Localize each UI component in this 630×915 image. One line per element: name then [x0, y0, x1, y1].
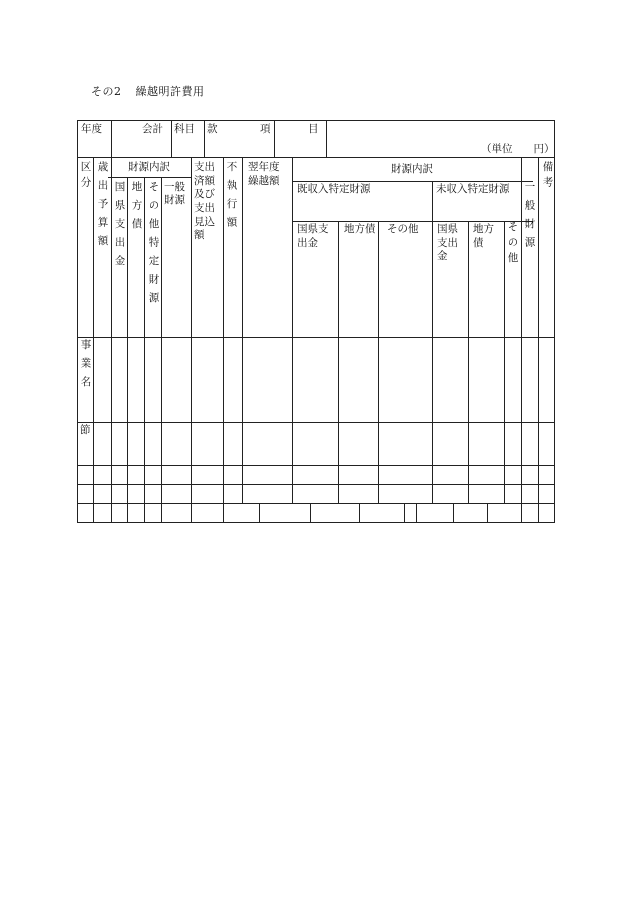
unreceived-other-header: その他 — [506, 221, 519, 268]
national-prefectural-funds-header: 国県支出金 — [113, 181, 126, 274]
kan-label: 款 — [207, 123, 218, 135]
received-other-header: その他 — [387, 223, 419, 235]
received-national-funds-header: 国県支出金 — [297, 223, 329, 249]
fiscal-year-label: 年度 — [81, 123, 102, 135]
local-bonds-header: 地方債 — [130, 181, 143, 237]
unreceived-specific-funds-header: 未収入特定財源 — [436, 183, 510, 195]
unreceived-national-funds-header: 国県支出金 — [437, 223, 458, 263]
other-specific-funds-header: その他特定財源 — [147, 181, 160, 311]
carryover-form-table — [77, 120, 555, 523]
unexecuted-amount-header: 不執行額 — [225, 161, 238, 235]
general-funds-left-header: 一般財源 — [164, 181, 185, 207]
project-name-label: 事業名 — [79, 339, 92, 395]
received-specific-funds-header: 既収入特定財源 — [297, 183, 371, 195]
setsu-label: 節 — [80, 424, 91, 436]
page-title — [91, 83, 205, 99]
unreceived-local-bonds-header: 地方債 — [473, 223, 494, 249]
received-local-bonds-header: 地方債 — [344, 223, 376, 235]
funding-breakdown-right-header: 財源内訳 — [391, 163, 433, 175]
subject-label: 科目 — [174, 123, 195, 135]
remarks-header: 備考 — [541, 161, 554, 192]
title-number: その2 — [91, 85, 122, 98]
carryover-amount-header: 翌年度繰越額 — [248, 161, 280, 187]
moku-label: 目 — [308, 123, 319, 135]
account-label: 会計 — [142, 123, 163, 135]
unit-label: （単位 円） — [481, 143, 555, 155]
kou-label: 項 — [260, 123, 271, 135]
appropriation-header: 歳出予算額 — [96, 161, 109, 254]
funding-breakdown-left-header: 財源内訳 — [128, 161, 170, 173]
kubun-header: 区分 — [79, 161, 92, 192]
title-text: 繰越明許費用 — [135, 85, 205, 98]
general-funds-right-header: 一般財源 — [523, 181, 536, 255]
expenditure-header: 支出済額及び支出見込額 — [194, 161, 215, 242]
